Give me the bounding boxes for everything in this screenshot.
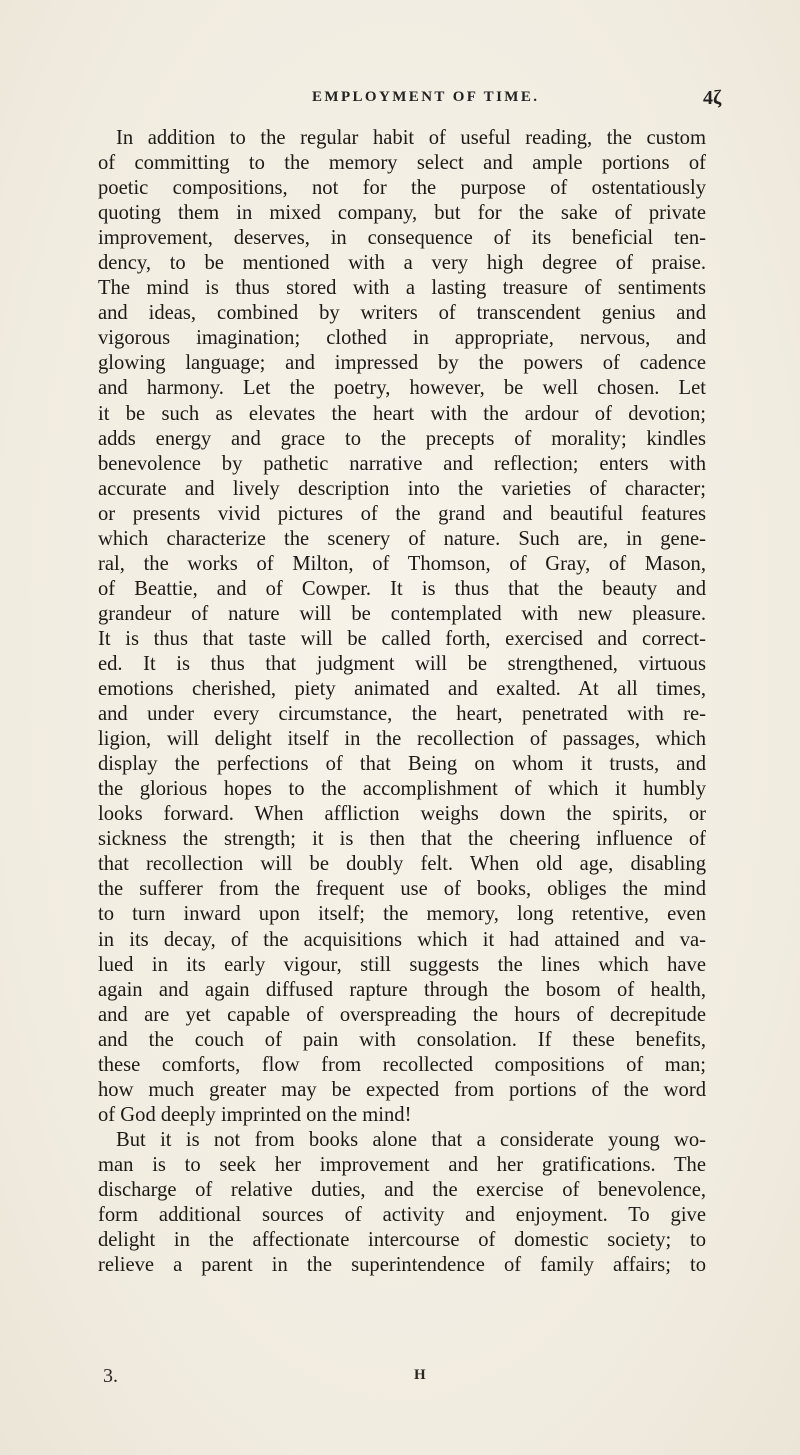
text-line: these comforts, flow from recollected compositions of man; xyxy=(98,1053,706,1076)
catchword: H xyxy=(414,1367,426,1383)
text-line: ligion, will delight itself in the recollection of passages, which xyxy=(98,728,706,751)
signature-mark: 3. xyxy=(103,1365,118,1387)
text-line: again and again diffused rapture through the bosom of health, xyxy=(98,978,706,1001)
text-line: and harmony. Let the poetry, however, be well chosen. Let xyxy=(98,377,706,400)
page-footer xyxy=(0,1365,800,1391)
text-line: and are yet capable of overspreading the hours of decrepitude xyxy=(98,1003,706,1026)
running-head xyxy=(0,89,800,113)
text-line: quoting them in mixed company, but for the sake of private xyxy=(98,202,706,225)
text-line: accurate and lively description into the varieties of character; xyxy=(98,477,706,500)
text-line: in its decay, of the acquisitions which it had attained and va- xyxy=(98,928,706,951)
text-line: to turn inward upon itself; the memory, long retentive, even xyxy=(98,903,706,926)
text-line: which characterize the scenery of nature. Such are, in gene- xyxy=(98,527,706,550)
text-line: that recollection will be doubly felt. When old age, disabling xyxy=(98,853,706,876)
running-title: EMPLOYMENT OF TIME. xyxy=(312,89,540,105)
text-line: But it is not from books alone that a considerate young wo- xyxy=(116,1128,706,1151)
text-line: the sufferer from the frequent use of books, obliges the mind xyxy=(98,878,706,901)
text-line: adds energy and grace to the precepts of morality; kindles xyxy=(98,427,706,450)
text-line: ed. It is thus that judgment will be strengthened, virtuous xyxy=(98,652,706,675)
text-line: delight in the affectionate intercourse of domestic society; to xyxy=(98,1229,706,1252)
text-line: dency, to be mentioned with a very high degree of praise. xyxy=(98,252,706,275)
text-line: glowing language; and impressed by the powers of cadence xyxy=(98,352,706,375)
text-line: relieve a parent in the superintendence of family affairs; to xyxy=(98,1254,706,1277)
text-line: vigorous imagination; clothed in appropriate, nervous, and xyxy=(98,327,706,350)
text-line: lued in its early vigour, still suggests the lines which have xyxy=(98,953,706,976)
text-line: ral, the works of Milton, of Thomson, of Gray, of Mason, xyxy=(98,552,706,575)
text-line: It is thus that taste will be called forth, exercised and correct- xyxy=(98,627,706,650)
text-line: form additional sources of activity and enjoyment. To give xyxy=(98,1204,706,1227)
text-line: poetic compositions, not for the purpose of ostentatiously xyxy=(98,177,706,200)
text-line: and the couch of pain with consolation. If these benefits, xyxy=(98,1028,706,1051)
page-number: 4ζ xyxy=(703,87,722,109)
text-line: and under every circumstance, the heart, penetrated with re- xyxy=(98,703,706,726)
text-line: looks forward. When affliction weighs down the spirits, or xyxy=(98,803,706,826)
text-line: and ideas, combined by writers of transcendent genius and xyxy=(98,302,706,325)
text-line: how much greater may be expected from portions of the word xyxy=(98,1078,706,1101)
text-line: The mind is thus stored with a lasting treasure of sentiments xyxy=(98,277,706,300)
text-line: man is to seek her improvement and her gratifications. The xyxy=(98,1153,706,1176)
text-line: of God deeply imprinted on the mind! xyxy=(98,1103,412,1126)
text-line: the glorious hopes to the accomplishment of which it humbly xyxy=(98,778,706,801)
text-line: In addition to the regular habit of useful reading, the custom xyxy=(116,127,706,149)
text-line: emotions cherished, piety animated and exalted. At all times, xyxy=(98,678,706,701)
text-line: of committing to the memory select and ample portions of xyxy=(98,152,706,175)
text-line: display the perfections of that Being on whom it trusts, and xyxy=(98,753,706,776)
body-text xyxy=(98,126,706,1278)
text-line: or presents vivid pictures of the grand and beautiful features xyxy=(98,502,706,525)
text-line: grandeur of nature will be contemplated with new pleasure. xyxy=(98,602,706,625)
text-line: discharge of relative duties, and the exercise of benevolence, xyxy=(98,1178,706,1201)
text-line: it be such as elevates the heart with the ardour of devotion; xyxy=(98,402,706,425)
text-line: sickness the strength; it is then that the cheering influence of xyxy=(98,828,706,851)
text-line: improvement, deserves, in consequence of its beneficial ten- xyxy=(98,227,706,250)
text-line: benevolence by pathetic narrative and reflection; enters with xyxy=(98,452,706,475)
text-line: of Beattie, and of Cowper. It is thus that the beauty and xyxy=(98,577,706,600)
